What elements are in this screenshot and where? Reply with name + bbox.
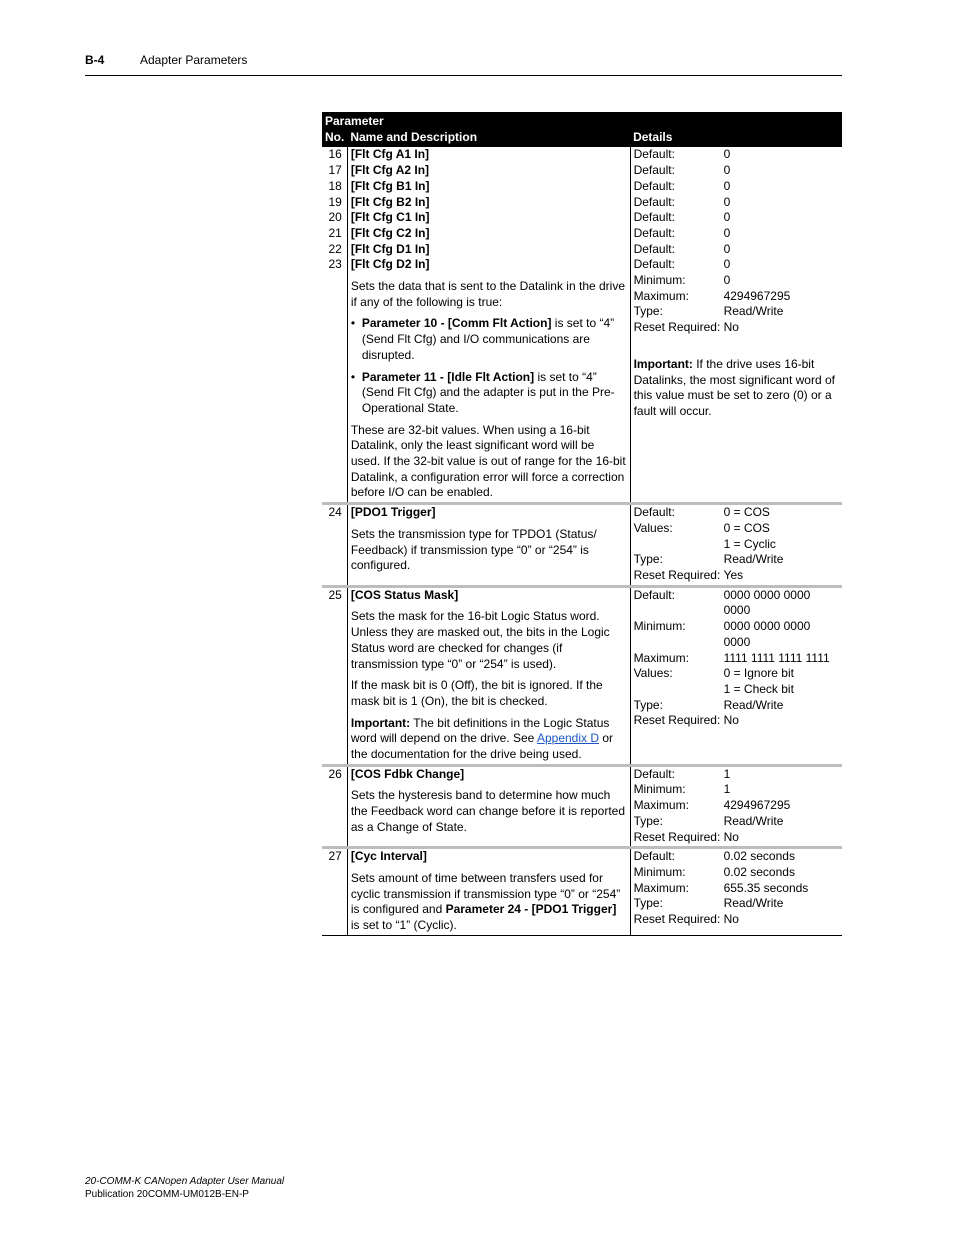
condition-list	[351, 316, 627, 416]
header-rule	[85, 75, 842, 76]
list-item: • Parameter 10 - [Comm Flt Action] is set to “4” (Send Flt Cfg) and I/O communications are disrupted.	[362, 316, 627, 363]
param-name: [Flt Cfg D2 In]	[350, 257, 430, 272]
description-text: These are 32-bit values. When using a 16-bit Datalink, only the least significant word will be used. If the 32-bit value is out of range for the 16-bit Datalink, a configuration error will force a correction before I/O can be enabled.	[350, 422, 626, 500]
param-description	[347, 147, 630, 503]
publication-number: Publication 20COMM-UM012B-EN-P	[85, 1189, 249, 1200]
param-details: Default: 1 Minimum: 1 Maximum: 4294967295 Type: Read/Write Reset Required: No	[630, 765, 842, 848]
description-text: Sets amount of time between transfers used for cyclic transmission if transmission type “0” or “254” is configured and Parameter 24 - [PDO1 Trigger] is set to “1” (Cyclic).	[350, 870, 621, 933]
param-number: 25	[322, 586, 347, 765]
param-row-26	[322, 765, 842, 848]
param-name: [Flt Cfg A1 In]	[350, 147, 430, 162]
param-name: [COS Fdbk Change]	[350, 766, 465, 781]
param-details: Default: 0.02 seconds Minimum: 0.02 seconds Maximum: 655.35 seconds Type: Read/Write Reset Required: No	[630, 848, 842, 936]
param-number: 26	[322, 765, 347, 848]
running-header	[85, 53, 247, 67]
appendix-d-link[interactable]: Appendix D	[536, 731, 600, 746]
param-row-16-23	[322, 147, 842, 503]
page-number: B-4	[85, 53, 105, 67]
description-text: Sets the hysteresis band to determine how much the Feedback word can change before it is reported as a Change of State.	[350, 788, 626, 834]
param-details: Default: 0 = COS Values: 0 = COS 1 = Cyclic Type: Read/Write Reset Required: Yes	[630, 504, 842, 587]
param-details: Default: 0 Default: 0 Default: 0 Default: 0 Default: 0 Default: 0 Default: 0 Default: 0 Minimum: 0 Maximum: 4294967295 Type: Read/Write Reset Required: No Important: If the drive uses 16-bit Datalinks, the most significant word of this value must be set to zero (0) or a fault will occur.	[630, 147, 842, 503]
col-header-no: No.	[322, 130, 347, 148]
param-description	[347, 848, 630, 936]
param-name: [COS Status Mask]	[350, 587, 459, 602]
param-row-27	[322, 848, 842, 936]
param-number: 24	[322, 504, 347, 587]
description-text: Sets the mask for the 16-bit Logic Status word. Unless they are masked out, the bits in the Logic Status word are checked for changes (if transmission type “0” or “254” is used).	[350, 609, 610, 671]
param-description	[347, 504, 630, 587]
important-note: Important: The bit definitions in the Logic Status word will depend on the drive. See Appendix D or the documentation for the drive being used.	[350, 715, 614, 762]
description-text: If the mask bit is 0 (Off), the bit is ignored. If the mask bit is 1 (On), the bit is checked.	[350, 678, 603, 708]
param-name: [PDO1 Trigger]	[350, 505, 436, 520]
param-name: [Flt Cfg D1 In]	[350, 241, 430, 256]
param-number: 27	[322, 848, 347, 936]
param-name: [Flt Cfg C1 In]	[350, 210, 430, 225]
col-header-name: Name and Description	[347, 130, 630, 148]
param-name: [Flt Cfg B2 In]	[350, 194, 430, 209]
param-numbers: 16 17 18 19 20 21 22 23	[328, 147, 342, 272]
page-footer	[85, 1175, 284, 1201]
list-item: • Parameter 11 - [Idle Flt Action] is set to “4” (Send Flt Cfg) and the adapter is put in the Pre-Operational State.	[362, 370, 627, 417]
param-row-24	[322, 504, 842, 587]
param-name: [Flt Cfg A2 In]	[350, 163, 430, 178]
section-title: Adapter Parameters	[140, 53, 248, 67]
description-text: Sets the transmission type for TPDO1 (Status/ Feedback) if transmission type “0” or “254” is configured.	[350, 526, 597, 573]
param-name: [Cyc Interval]	[350, 849, 427, 864]
param-name: [Flt Cfg B1 In]	[350, 178, 430, 193]
col-header-details: Details	[630, 130, 842, 148]
param-name: [Flt Cfg C2 In]	[350, 225, 430, 240]
description-text: Sets the data that is sent to the Datalink in the drive if any of the following is true:	[350, 279, 626, 309]
param-description	[347, 586, 630, 765]
param-description	[347, 765, 630, 848]
param-details: Default: 0000 0000 0000 0000 Minimum: 0000 0000 0000 0000 Maximum: 1111 1111 1111 1111 Values: 0 = Ignore bit 1 = Check bit Type: Read/Write Reset Required: No	[630, 586, 842, 765]
col-header-parameter: Parameter	[322, 112, 842, 130]
param-row-25	[322, 586, 842, 765]
parameter-table	[322, 112, 842, 936]
important-note: Important: If the drive uses 16-bit Datalinks, the most significant word of this value must be set to zero (0) or a fault will occur.	[633, 356, 835, 418]
manual-title: 20-COMM-K CANopen Adapter User Manual	[85, 1176, 285, 1187]
